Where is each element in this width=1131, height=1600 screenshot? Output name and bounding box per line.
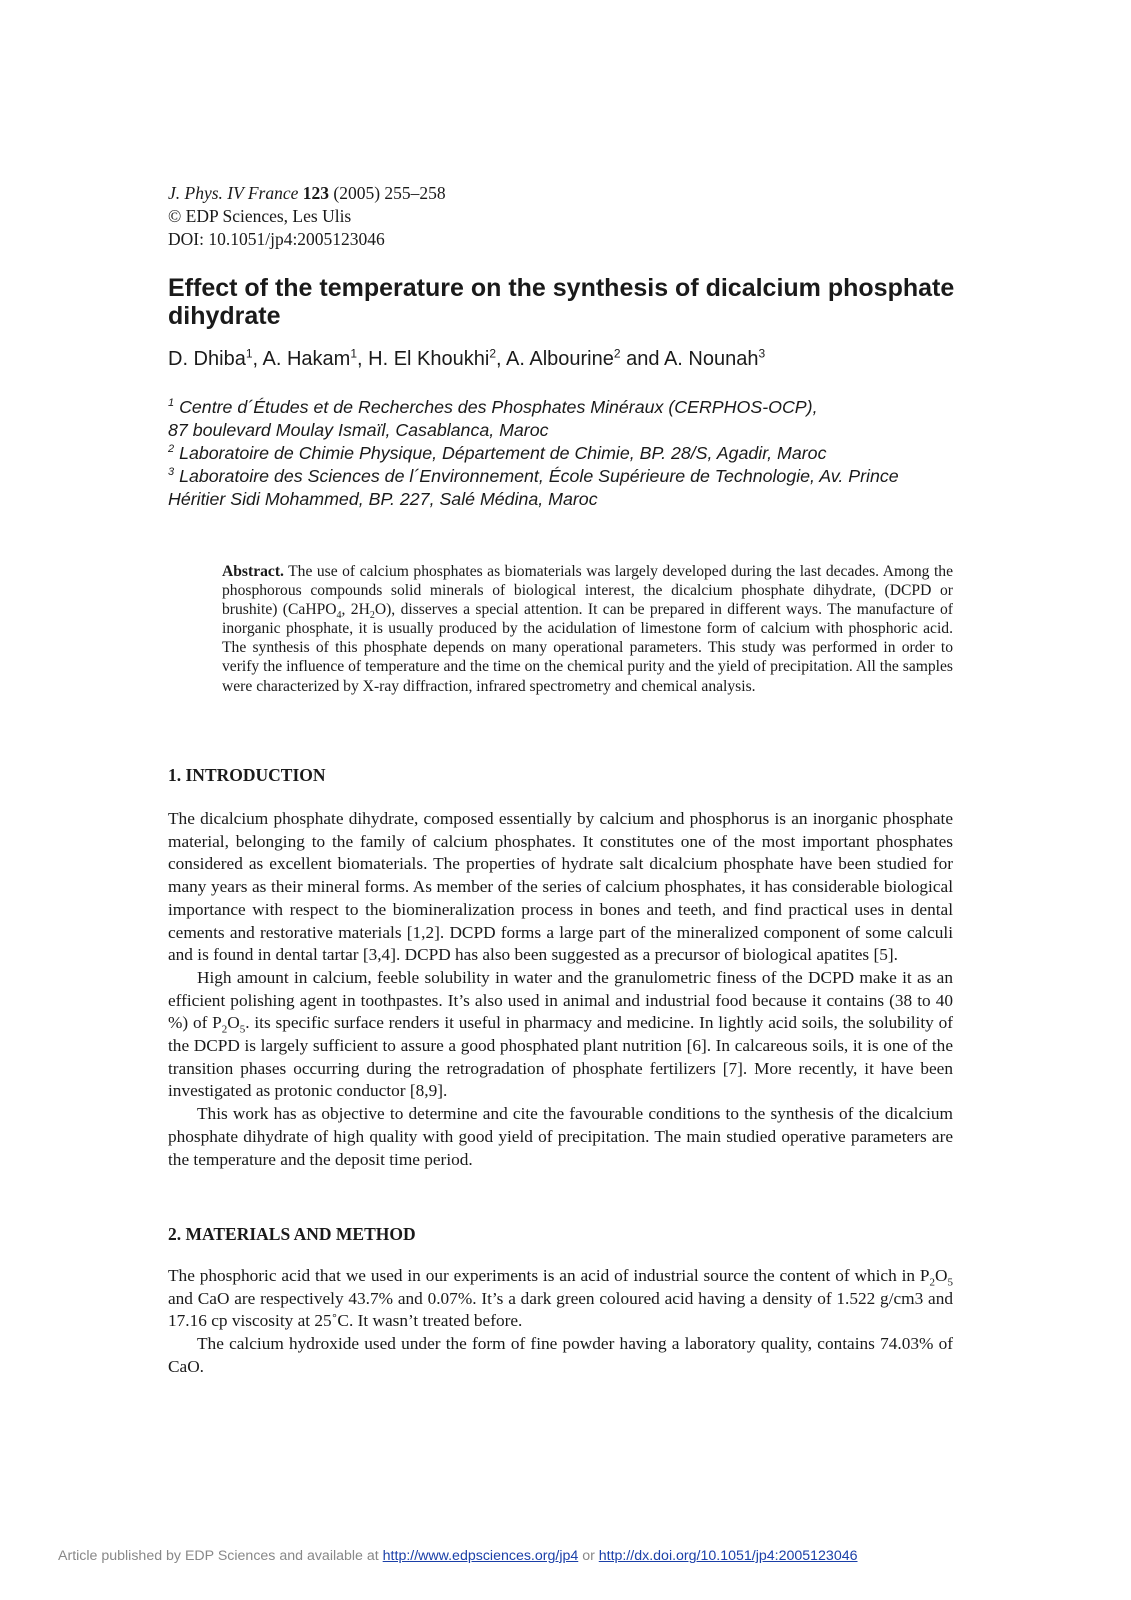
author-name: A. Albourine: [506, 348, 614, 370]
section-heading-materials: 2. MATERIALS AND METHOD: [168, 1224, 416, 1244]
introduction-text: [168, 808, 953, 1171]
author-list: D. Dhiba$^1$, A. Hakam$^1$, H. El Khoukhi$^2$, A. Albourine$^2$ and A. Nounah$^3$: [168, 346, 766, 370]
affiliation-line: 87 boulevard Moulay Ismaïl, Casablanca, Maroc: [168, 420, 549, 440]
author-name: A. Nounah: [663, 348, 759, 370]
journal-volume: 123: [302, 183, 330, 203]
author-name: D. Dhiba: [168, 348, 246, 370]
doi-link[interactable]: http://dx.doi.org/10.1051/jp4:2005123046: [598, 1548, 858, 1564]
doi-line: DOI: 10.1051/jp4:2005123046: [168, 229, 385, 249]
abstract-label: Abstract.: [222, 563, 284, 580]
edp-link[interactable]: http://www.edpsciences.org/jp4: [382, 1548, 579, 1564]
affiliation-line: $^1$ Centre d´Études et de Recherches des Phosphates Minéraux (CERPHOS-OCP),: [168, 397, 818, 417]
author-affiliation-mark: 1: [350, 346, 358, 361]
affiliation-line: $^2$ Laboratoire de Chimie Physique, Département de Chimie, BP. 28/S, Agadir, Maroc: [168, 443, 827, 463]
section-heading-introduction: 1. INTRODUCTION: [168, 765, 326, 785]
author-affiliation-mark: 1: [245, 346, 253, 361]
paragraph: The phosphoric acid that we used in our experiments is an acid of industrial source the content of which in $P_2O_5$ and CaO are respectively 43.7% and 0.07%. It’s a dark green coloured acid having a density of 1.522 g/cm3 and 17.16 cp viscosity at 25˚C. It wasn’t treated before.: [168, 1266, 953, 1331]
journal-name: J. Phys. IV France: [168, 183, 299, 203]
affiliation-list: [168, 396, 968, 511]
author-affiliation-mark: 3: [758, 346, 766, 361]
author-name: A. Hakam: [262, 348, 351, 370]
paragraph: High amount in calcium, feeble solubility in water and the granulometric finess of the DCPD make it as an efficient polishing agent in toothpastes. It’s also used in animal and industrial food because it contains (38 to 40 %) of $P_2O_5$. its specific surface renders it useful in pharmacy and medicine. In lightly acid soils, the solubility of the DCPD is largely sufficient to assure a good phosphated plant nutrition [6]. In calcareous soils, it is one of the transition phases occurring during the retrogradation of phosphate fertilizers [7]. More recently, it have been investigated as protonic conductor [8,9].: [168, 967, 953, 1101]
journal-header: [168, 182, 446, 251]
citation-line: [168, 182, 446, 205]
footer: Article published by EDP Sciences and available at http://www.edpsciences.org/jp4 or http://dx.doi.org/10.1051/jp4:2005123046: [58, 1548, 858, 1564]
author-name: H. El Khoukhi: [368, 348, 490, 370]
author-affiliation-mark: 2: [489, 346, 496, 361]
copyright-line: © EDP Sciences, Les Ulis: [168, 206, 352, 226]
year-pages: (2005) 255–258: [333, 183, 446, 203]
author-affiliation-mark: 2: [613, 346, 621, 361]
paper-title: Effect of the temperature on the synthesis of dicalcium phosphate dihydrate: [168, 274, 955, 330]
affiliation-line: $^3$ Laboratoire des Sciences de l´Environnement, École Supérieure de Technologie, Av. Prince: [168, 466, 899, 486]
affiliation-line: Héritier Sidi Mohammed, BP. 227, Salé Médina, Maroc: [168, 489, 598, 509]
paragraph: This work has as objective to determine and cite the favourable conditions to the synthesis of the dicalcium phosphate dihydrate of high quality with good yield of precipitation. The main studied operative parameters are the temperature and the deposit time period.: [168, 1104, 953, 1169]
paragraph: The calcium hydroxide used under the form of fine powder having a laboratory quality, contains 74.03% of CaO.: [168, 1334, 953, 1376]
abstract: Abstract. The use of calcium phosphates as biomaterials was largely developed during the last decades. Among the phosphorous compounds solid minerals of biological interest, the dicalcium phosphate dihydrate, (DCPD or brushite) (CaHPO$_4$, $2H_2O$), disserves a special attention. It can be prepared in different ways. The manufacture of inorganic phosphate, it is usually produced by the acidulation of limestone form of calcium with phosphoric acid. The synthesis of this phosphate depends on many operational parameters. This study was performed in order to verify the influence of temperature and the time on the chemical purity and the yield of precipitation. All the samples were characterized by X-ray diffraction, infrared spectrometry and chemical analysis.: [222, 563, 953, 695]
materials-text: [168, 1265, 953, 1379]
paragraph: The dicalcium phosphate dihydrate, composed essentially by calcium and phosphorus is an inorganic phosphate material, belonging to the family of calcium phosphates. It constitutes one of the most important phosphates considered as excellent biomaterials. The properties of hydrate salt dicalcium phosphate have been studied for many years as their mineral forms. As member of the series of calcium phosphates, it has considerable biological importance with respect to the biomineralization process in bones and teeth, and find practical uses in dental cements and restorative materials [1,2]. DCPD forms a large part of the mineralized component of some calculi and is found in dental tartar [3,4]. DCPD has also been suggested as a precursor of biological apatites [5].: [168, 809, 953, 965]
